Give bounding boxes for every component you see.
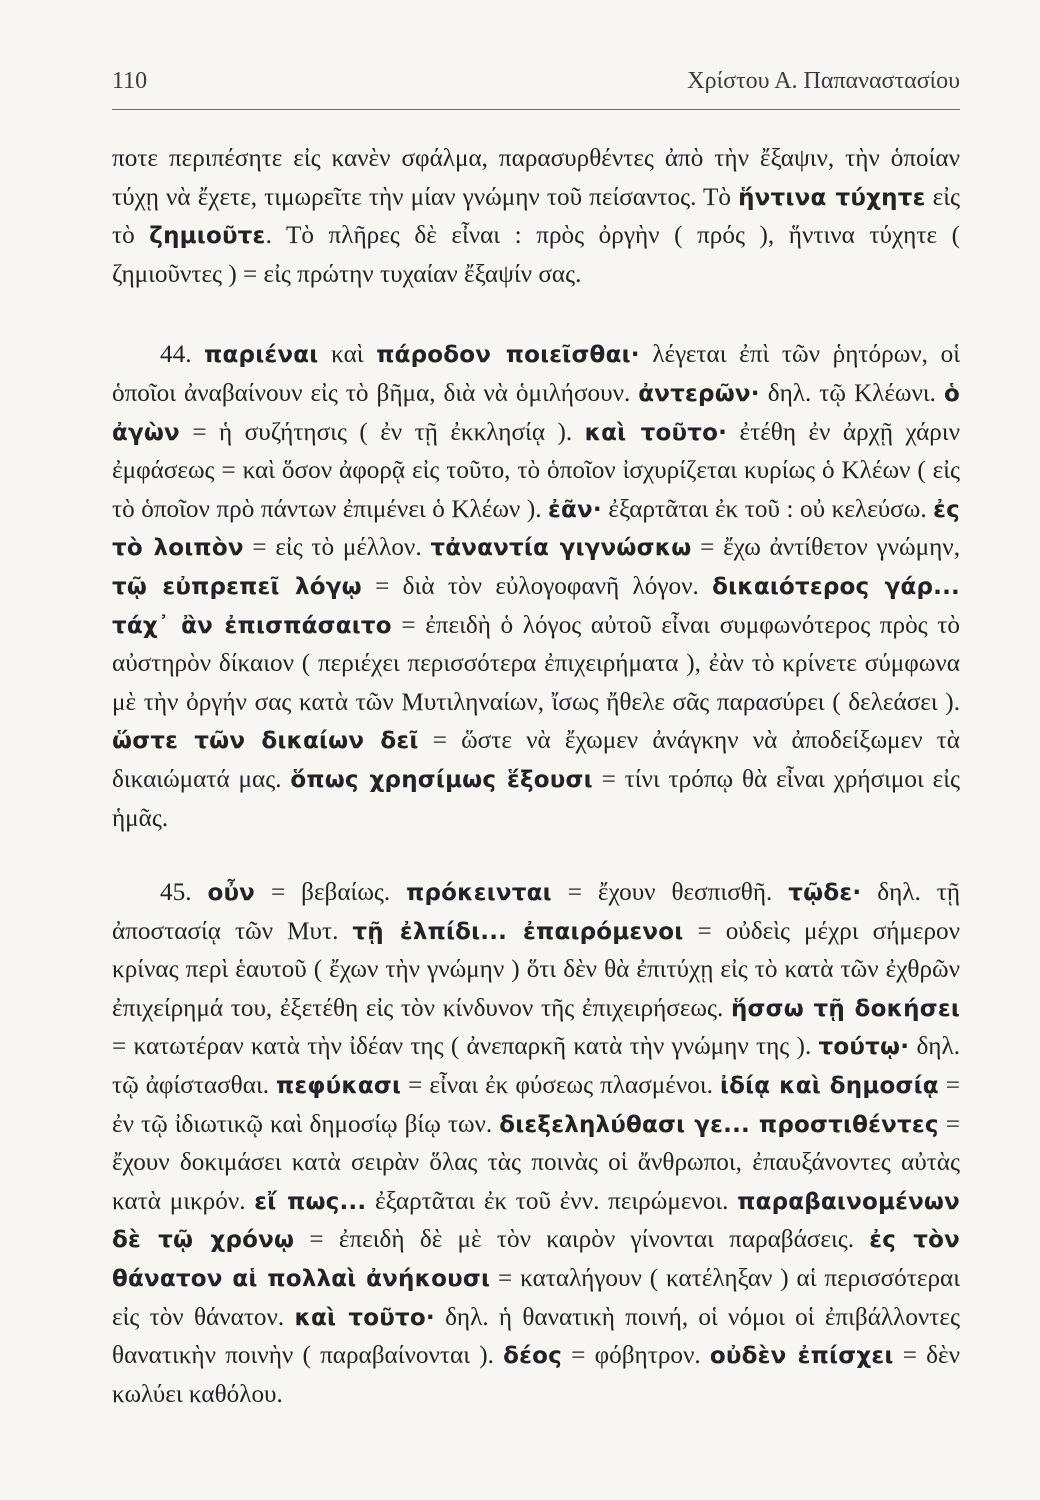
lemma: δικαιότερος γάρ... τάχ᾿ ἂν ἐπισπάσαιτο — [112, 573, 960, 639]
text-run: ἐξαρτᾶται ἐκ τοῦ : οὐ κελεύσω. — [601, 495, 934, 523]
text-run: δηλ. ἡ θανατικὴ ποινή, οἱ νόμοι οἱ ἐπιβάλλοντες θανατικὴν ποινὴν ( παραβαίνονται ). — [112, 1303, 960, 1370]
text-run: καὶ — [318, 341, 377, 369]
text-run: = βεβαίως. — [255, 879, 407, 907]
lemma: ἰδίᾳ καὶ δημοσίᾳ — [719, 1073, 939, 1100]
lemma: τῷδε· — [788, 880, 862, 907]
text-run: = ἔχω ἀντίθετον γνώμην, — [691, 534, 960, 562]
running-head — [112, 68, 960, 110]
text-run: ἐτέθη ἐν ἀρχῇ χάριν ἐμφάσεως = καὶ ὅσον ἀφορᾷ εἰς τοῦτο, τὸ ὁποῖον ἰσχυρίζεται κυρίως ὁ Κλέων ( εἰς τὸ ὁποῖον πρὸ πάντων ἐπιμένει ὁ Κλέων ). — [112, 418, 960, 523]
lemma: πρόκεινται — [406, 880, 552, 907]
paragraph-44 — [112, 336, 960, 838]
lemma: οὖν — [207, 880, 256, 907]
text-run: = ἐν τῷ ἰδιωτικῷ καὶ δημοσίῳ βίῳ των. — [112, 1072, 960, 1138]
section-number: 45. — [160, 879, 208, 907]
lemma: καὶ τοῦτο· — [294, 1304, 435, 1331]
lemma: ἀντερῶν· — [638, 380, 760, 407]
text-run: = διὰ τὸν εὐλογοφανῆ λόγον. — [361, 572, 713, 600]
text-run: = ἔχουν θεσπισθῆ. — [551, 879, 789, 907]
lemma: τῇ ἐλπίδι... ἐπαιρόμενοι — [352, 918, 684, 945]
lemma: πάροδον ποιεῖσθαι· — [376, 342, 640, 369]
lemma: οὐδὲν ἐπίσχει — [709, 1343, 894, 1370]
text-run: = εἰς τὸ μέλλον. — [243, 534, 431, 562]
text-run: = ἐπειδὴ ὁ λόγος αὐτοῦ εἶναι συμφωνότερος πρὸς τὸ αὐστηρὸν δίκαιον ( περιέχει περισσότερα ἐπιχειρήματα ), ἐὰν τὸ κρίνετε σύμφωνα μὲ τὴν ὀργήν σας κατὰ τῶν Μυτιληναίων, ἴσως ἤθελε σᾶς παρασύρει ( δελεάσει ). — [112, 611, 960, 716]
text-run: δηλ. τῷ Κλέωνι. — [759, 379, 944, 407]
text-run: = καταλήγουν ( κατέληξαν ) αἱ περισσότεραι εἰς τὸν θάνατον. — [112, 1265, 960, 1331]
lemma: τούτῳ· — [818, 1034, 910, 1061]
text-run: = ἡ συζήτησις ( ἐν τῇ ἐκκλησίᾳ ). — [179, 418, 585, 446]
lemma: ἥντινα τύχητε — [738, 184, 926, 211]
lemma: διεξεληλύθασι γε... προστιθέντες — [499, 1111, 939, 1138]
intro-paragraph — [112, 140, 960, 294]
text-run: λέγεται ἐπὶ τῶν ῥητόρων, οἱ ὁποῖοι ἀναβαίνουν εἰς τὸ βῆμα, διὰ νὰ ὁμιλήσουν. — [112, 341, 961, 407]
text-run: δηλ. τῇ ἀποστασίᾳ τῶν Μυτ. — [112, 879, 961, 945]
lemma: τἀναντία γιγνώσκω — [430, 535, 692, 562]
text-run: ἐξαρτᾶται ἐκ τοῦ ἐνν. πειρώμενοι. — [366, 1187, 738, 1215]
text-run: = φόβητρον. — [561, 1342, 710, 1370]
lemma: ὥστε τῶν δικαίων δεῖ — [112, 728, 419, 755]
text-run: = εἶναι ἐκ φύσεως πλασμένοι. — [401, 1072, 720, 1100]
lemma: πεφύκασι — [276, 1073, 402, 1100]
text-run: = ἐπειδὴ δὲ μὲ τὸν καιρὸν γίνονται παραβάσεις. — [294, 1226, 870, 1254]
text-run: δηλ. τῷ ἀφίστασθαι. — [112, 1033, 960, 1100]
text-run: εἰς τὸ — [112, 183, 961, 250]
lemma: δέος — [503, 1343, 562, 1370]
text-run: = ἔχουν δοκιμάσει κατὰ σειρὰν ὅλας τὰς ποινὰς οἱ ἄνθρωποι, ἐπαυξάνοντες αὐτὰς κατὰ μικρόν. — [112, 1110, 960, 1215]
section-number: 44. — [160, 341, 205, 369]
text-run: = δὲν κωλύει καθόλου. — [112, 1342, 961, 1408]
lemma: ἐς τὸ λοιπὸν — [112, 496, 960, 562]
text-run: . Τὸ πλῆρες δὲ εἶναι : πρὸς ὀργὴν ( πρός ), ἥντινα τύχητε ( ζημιοῦντες ) = εἰς πρώτην τυχαίαν ἔξαψίν σας. — [112, 222, 960, 288]
lemma: εἴ πως... — [254, 1188, 367, 1215]
paragraph-45 — [112, 874, 960, 1414]
lemma: ὁ ἀγὼν — [112, 380, 960, 446]
lemma: ὅπως χρησίμως ἕξουσι — [290, 766, 593, 793]
lemma: ἥσσω τῇ δοκήσει — [730, 995, 960, 1022]
lemma: καὶ τοῦτο· — [584, 419, 728, 446]
lemma: παριέναι — [204, 342, 319, 369]
lemma: τῷ εὐπρεπεῖ λόγῳ — [112, 573, 362, 600]
lemma: ἐς τὸν θάνατον αἱ πολλαὶ ἀνήκουσι — [112, 1227, 960, 1293]
page-number: 110 — [112, 68, 148, 94]
text-run: = ὥστε νὰ ἔχωμεν ἀνάγκην νὰ ἀποδείξωμεν τὰ δικαιώματά μας. — [112, 727, 960, 793]
lemma: ἐᾶν· — [548, 496, 602, 523]
text-run: = τίνι τρόπῳ θὰ εἶναι χρήσιμοι εἰς ἡμᾶς. — [112, 765, 960, 832]
text-run: = κατωτέραν κατὰ τὴν ἰδέαν της ( ἀνεπαρκῆ κατὰ τὴν γνώμην της ). — [112, 1033, 819, 1061]
lemma: ζημιοῦτε — [149, 223, 266, 250]
text-run: ποτε περιπέσητε εἰς κανὲν σφάλμα, παρασυρθέντες ἀπὸ τὴν ἔξαψιν, τὴν ὁποίαν τύχῃ νὰ ἔχετε, τιμωρεῖτε τὴν μίαν γνώμην τοῦ πείσαντος. Τὸ — [112, 145, 960, 211]
text-run: = οὐδεὶς μέχρι σήμερον κρίνας περὶ ἑαυτοῦ ( ἔχων τὴν γνώμην ) ὅτι δὲν θὰ ἐπιτύχῃ εἰς τὸ κατὰ τῶν ἐχθρῶν ἐπιχείρημά του, ἐξετέθη εἰς τὸν κίνδυνον τῆς ἐπιχειρήσεως. — [112, 917, 961, 1022]
lemma: παραβαινομένων δὲ τῷ χρόνῳ — [112, 1188, 960, 1254]
running-title: Χρίστου Α. Παπαναστασίου — [687, 68, 960, 94]
